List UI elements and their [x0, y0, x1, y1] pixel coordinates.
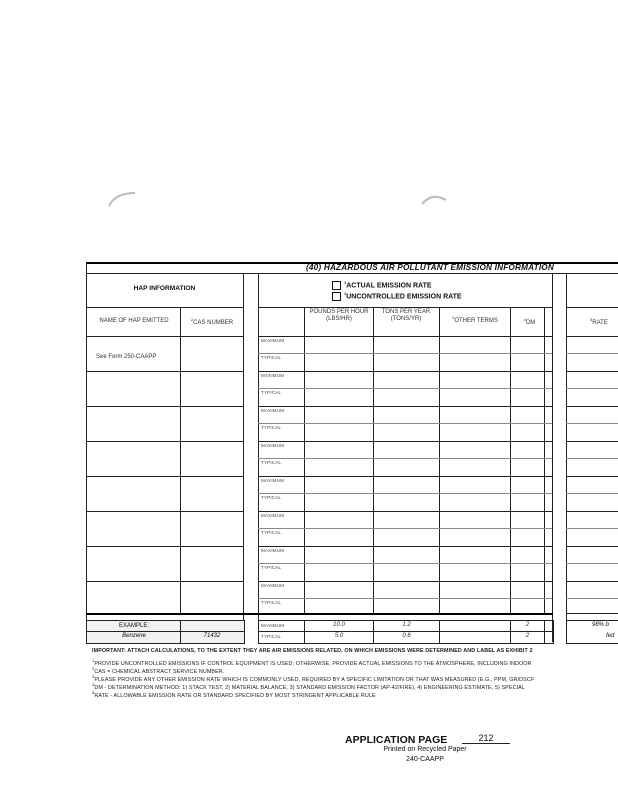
row-rule-mid — [258, 476, 552, 477]
row-sub-rule-right — [566, 388, 618, 389]
row-rule-left — [86, 581, 243, 582]
row-rule-right — [566, 406, 618, 407]
row-label-typical: TYPICAL — [261, 565, 282, 570]
row-label-maximum: MAXIMUM — [261, 338, 285, 343]
col-header-other-terms: $^3$OTHER TERMS — [452, 315, 498, 324]
row-sub-rule-right — [566, 353, 618, 354]
actual-emission-rate-checkbox[interactable] — [332, 281, 341, 290]
table-bottom-rule — [86, 613, 553, 615]
row-rule-mid — [258, 581, 552, 582]
row-rule-left — [86, 441, 243, 442]
uncontrolled-emission-rate-checkbox[interactable] — [332, 292, 341, 301]
col-header-rate-text: RATE — [592, 320, 608, 326]
col-header-dm-text: DM — [525, 320, 536, 326]
row-sub-rule — [258, 388, 552, 389]
col-header-name-of-hap: NAME OF HAP EMITTED — [99, 318, 169, 324]
note-3-text: PLEASE PROVIDE ANY OTHER EMISSION RATE WHICH IS COMMONLY USED, REQUIRED BY A SPECIFIC LIMITATION OR THAT WAS MEASURED (E.G., PPM, GR/DSCF — [94, 676, 535, 683]
row-label-typical: TYPICAL — [261, 425, 282, 430]
row-sub-rule — [258, 353, 552, 354]
row-label-typical: TYPICAL — [261, 495, 282, 500]
recycled-paper-note: Printed on Recycled Paper — [383, 746, 467, 753]
row-sub-rule — [258, 563, 552, 564]
note-important: IMPORTANT: ATTACH CALCULATIONS, TO THE EXTENT THEY ARE AIR EMISSIONS RELATED, ON WHICH EMISSIONS WERE DETERMINED AND LABEL AS EXHIBIT 2 — [92, 648, 533, 654]
row-label-typical: TYPICAL — [261, 600, 282, 605]
row-rule-mid — [258, 546, 552, 547]
uncontrolled-emission-rate-label: UNCONTROLLED EMISSION RATE — [346, 293, 462, 301]
right-table-bottom-rule — [566, 613, 618, 614]
row-rule-right — [566, 511, 618, 512]
row-label-maximum: MAXIMUM — [261, 548, 285, 553]
example-max-tons: 1.2 — [402, 622, 411, 628]
row-rule-right — [566, 371, 618, 372]
row-sub-rule-right — [566, 528, 618, 529]
row-rule-mid — [258, 511, 552, 512]
example-hap-col-sep — [180, 620, 181, 643]
col-header-other-text: OTHER TERMS — [454, 318, 498, 324]
row-label-typical: TYPICAL — [261, 460, 282, 465]
actual-emission-rate-option[interactable]: $^1$ACTUAL EMISSION RATE — [332, 280, 432, 290]
row-label-maximum: MAXIMUM — [261, 478, 285, 483]
note-1-text: PROVIDE UNCONTROLLED EMISSIONS IF CONTROL EQUIPMENT IS USED; OTHERWISE, PROVIDE ACTUAL EMISSIONS TO THE ATMOSPHERE, INCLUDING INDOOR — [94, 660, 532, 667]
row-sub-rule — [258, 423, 552, 424]
note-1: $^1$PROVIDE UNCONTROLLED EMISSIONS IF CONTROL EQUIPMENT IS USED; OTHERWISE, PROVIDE ACTUAL EMISSIONS TO THE ATMOSPHERE, INCLUDING INDOOR — [92, 658, 532, 667]
row-sub-rule-right — [566, 563, 618, 564]
left-panel-border — [86, 262, 87, 642]
example-hap-mid-rule — [86, 631, 244, 632]
application-page-number: 212 — [462, 733, 510, 744]
row-label-maximum: MAXIMUM — [261, 583, 285, 588]
hap-information-header: HAP INFORMATION — [133, 285, 196, 292]
actual-emission-rate-label: ACTUAL EMISSION RATE — [346, 282, 432, 290]
uncontrolled-emission-rate-option[interactable]: $^1$UNCONTROLLED EMISSION RATE — [332, 291, 462, 301]
example-cas: 71432 — [203, 633, 221, 639]
example-rate-pct: 98% b — [592, 622, 610, 628]
row-rule-right — [566, 476, 618, 477]
section-title: (40) HAZARDOUS AIR POLLUTANT EMISSION INFORMATION — [306, 263, 554, 272]
rate-header-rule — [258, 307, 552, 308]
note-4-text: DM - DETERMINATION METHOD: 1) STACK TEST, 2) MATERIAL BALANCE, 3) STANDARD EMISSION FACTOR (AP-42/FIRE), 4) ENGINEERING ESTIMATE, 5) SPECIAL — [94, 684, 525, 691]
row-sub-rule-right — [566, 598, 618, 599]
row-rule-left — [86, 371, 243, 372]
row-label-maximum: MAXIMUM — [261, 373, 285, 378]
note-3: $^3$PLEASE PROVIDE ANY OTHER EMISSION RATE WHICH IS COMMONLY USED, REQUIRED BY A SPECIFIC LIMITATION OR THAT WAS MEASURED (E.G., PPM, GR/DSCF — [92, 674, 535, 683]
row-label-typical: TYPICAL — [261, 390, 282, 395]
row-rule-right — [566, 336, 618, 337]
example-name: Benzene — [122, 633, 146, 639]
note-5-text: RATE - ALLOWABLE EMISSION RATE OR STANDARD SPECIFIED BY MOST STRINGENT APPLICABLE RULE — [94, 692, 376, 699]
example-label: EXAMPLE: — [118, 623, 149, 629]
row-rule-left — [86, 476, 243, 477]
row-sub-rule — [258, 493, 552, 494]
row-label-maximum: MAXIMUM — [261, 513, 285, 518]
example-row-label-max: MAXIMUM — [261, 623, 285, 628]
example-col-sep-5 — [544, 620, 545, 643]
col-sep-name-cas — [180, 307, 181, 613]
row-rule-left — [86, 406, 243, 407]
hap-header-rule — [86, 307, 243, 308]
application-page-label: APPLICATION PAGE — [345, 734, 448, 746]
note-5: $^5$RATE - ALLOWABLE EMISSION RATE OR STANDARD SPECIFIED BY MOST STRINGENT APPLICABLE RULE — [92, 690, 376, 699]
example-typ-dm: 2 — [525, 633, 530, 639]
middle-panel-right-border — [552, 273, 553, 642]
row-label-maximum: MAXIMUM — [261, 408, 285, 413]
row-label-typical: TYPICAL — [261, 355, 282, 360]
row-rule-right — [566, 581, 618, 582]
row-rule-right — [566, 441, 618, 442]
row-sub-rule — [258, 598, 552, 599]
col-header-cas-text: CAS NUMBER — [193, 320, 234, 326]
col-header-dm: $^4$DM — [523, 317, 536, 326]
row-rule-right — [566, 546, 618, 547]
right-header-rule — [566, 307, 618, 308]
example-max-dm: 2 — [525, 622, 530, 628]
form-id: 240-CAAPP — [406, 756, 444, 763]
row-label-typical: TYPICAL — [261, 530, 282, 535]
title-bottom-rule — [86, 273, 618, 274]
row-rule-left — [86, 336, 243, 337]
row-sub-rule — [258, 458, 552, 459]
row-rule-mid — [258, 371, 552, 372]
example-col-sep-3 — [439, 620, 440, 643]
example-typ-tons: 0.6 — [402, 633, 411, 639]
left-panel-right-border — [243, 273, 244, 642]
row-rule-left — [86, 546, 243, 547]
row-sub-rule-right — [566, 458, 618, 459]
col-header-tons-yr: TONS PER YEAR (TONS/YR) — [381, 309, 431, 322]
row-rule-mid — [258, 406, 552, 407]
col-header-lbs-hr: POUNDS PER HOUR (LBS/HR) — [309, 309, 369, 322]
col-header-rate: $^5$RATE — [590, 317, 608, 326]
example-rate-mid-rule — [258, 631, 553, 632]
note-2-text: CAS = CHEMICAL ABSTRACT SERVICE NUMBER. — [94, 668, 225, 675]
col-header-cas: $^2$CAS NUMBER — [190, 317, 234, 326]
example-row-label-typ: TYPICAL — [261, 634, 282, 639]
row-sub-rule-right — [566, 493, 618, 494]
example-typ-lbs: 5.0 — [334, 633, 344, 639]
row-rule-mid — [258, 441, 552, 442]
row-rule-left — [86, 511, 243, 512]
example-max-lbs: 10.0 — [333, 622, 345, 628]
row-sub-rule-right — [566, 423, 618, 424]
note-4: $^4$DM - DETERMINATION METHOD: 1) STACK TEST, 2) MATERIAL BALANCE, 3) STANDARD EMISSION FACTOR (AP-42/FIRE), 4) ENGINEERING ESTIMATE, 5) SPECIAL — [92, 682, 525, 691]
row-sub-rule — [258, 528, 552, 529]
note-2: $^2$CAS = CHEMICAL ABSTRACT SERVICE NUMBER. — [92, 666, 225, 675]
first-row-hap-name: See Form 250-CAAPP — [96, 354, 157, 360]
row-label-maximum: MAXIMUM — [261, 443, 285, 448]
row-rule-mid — [258, 336, 552, 337]
example-rate-fed: fed — [606, 633, 615, 639]
